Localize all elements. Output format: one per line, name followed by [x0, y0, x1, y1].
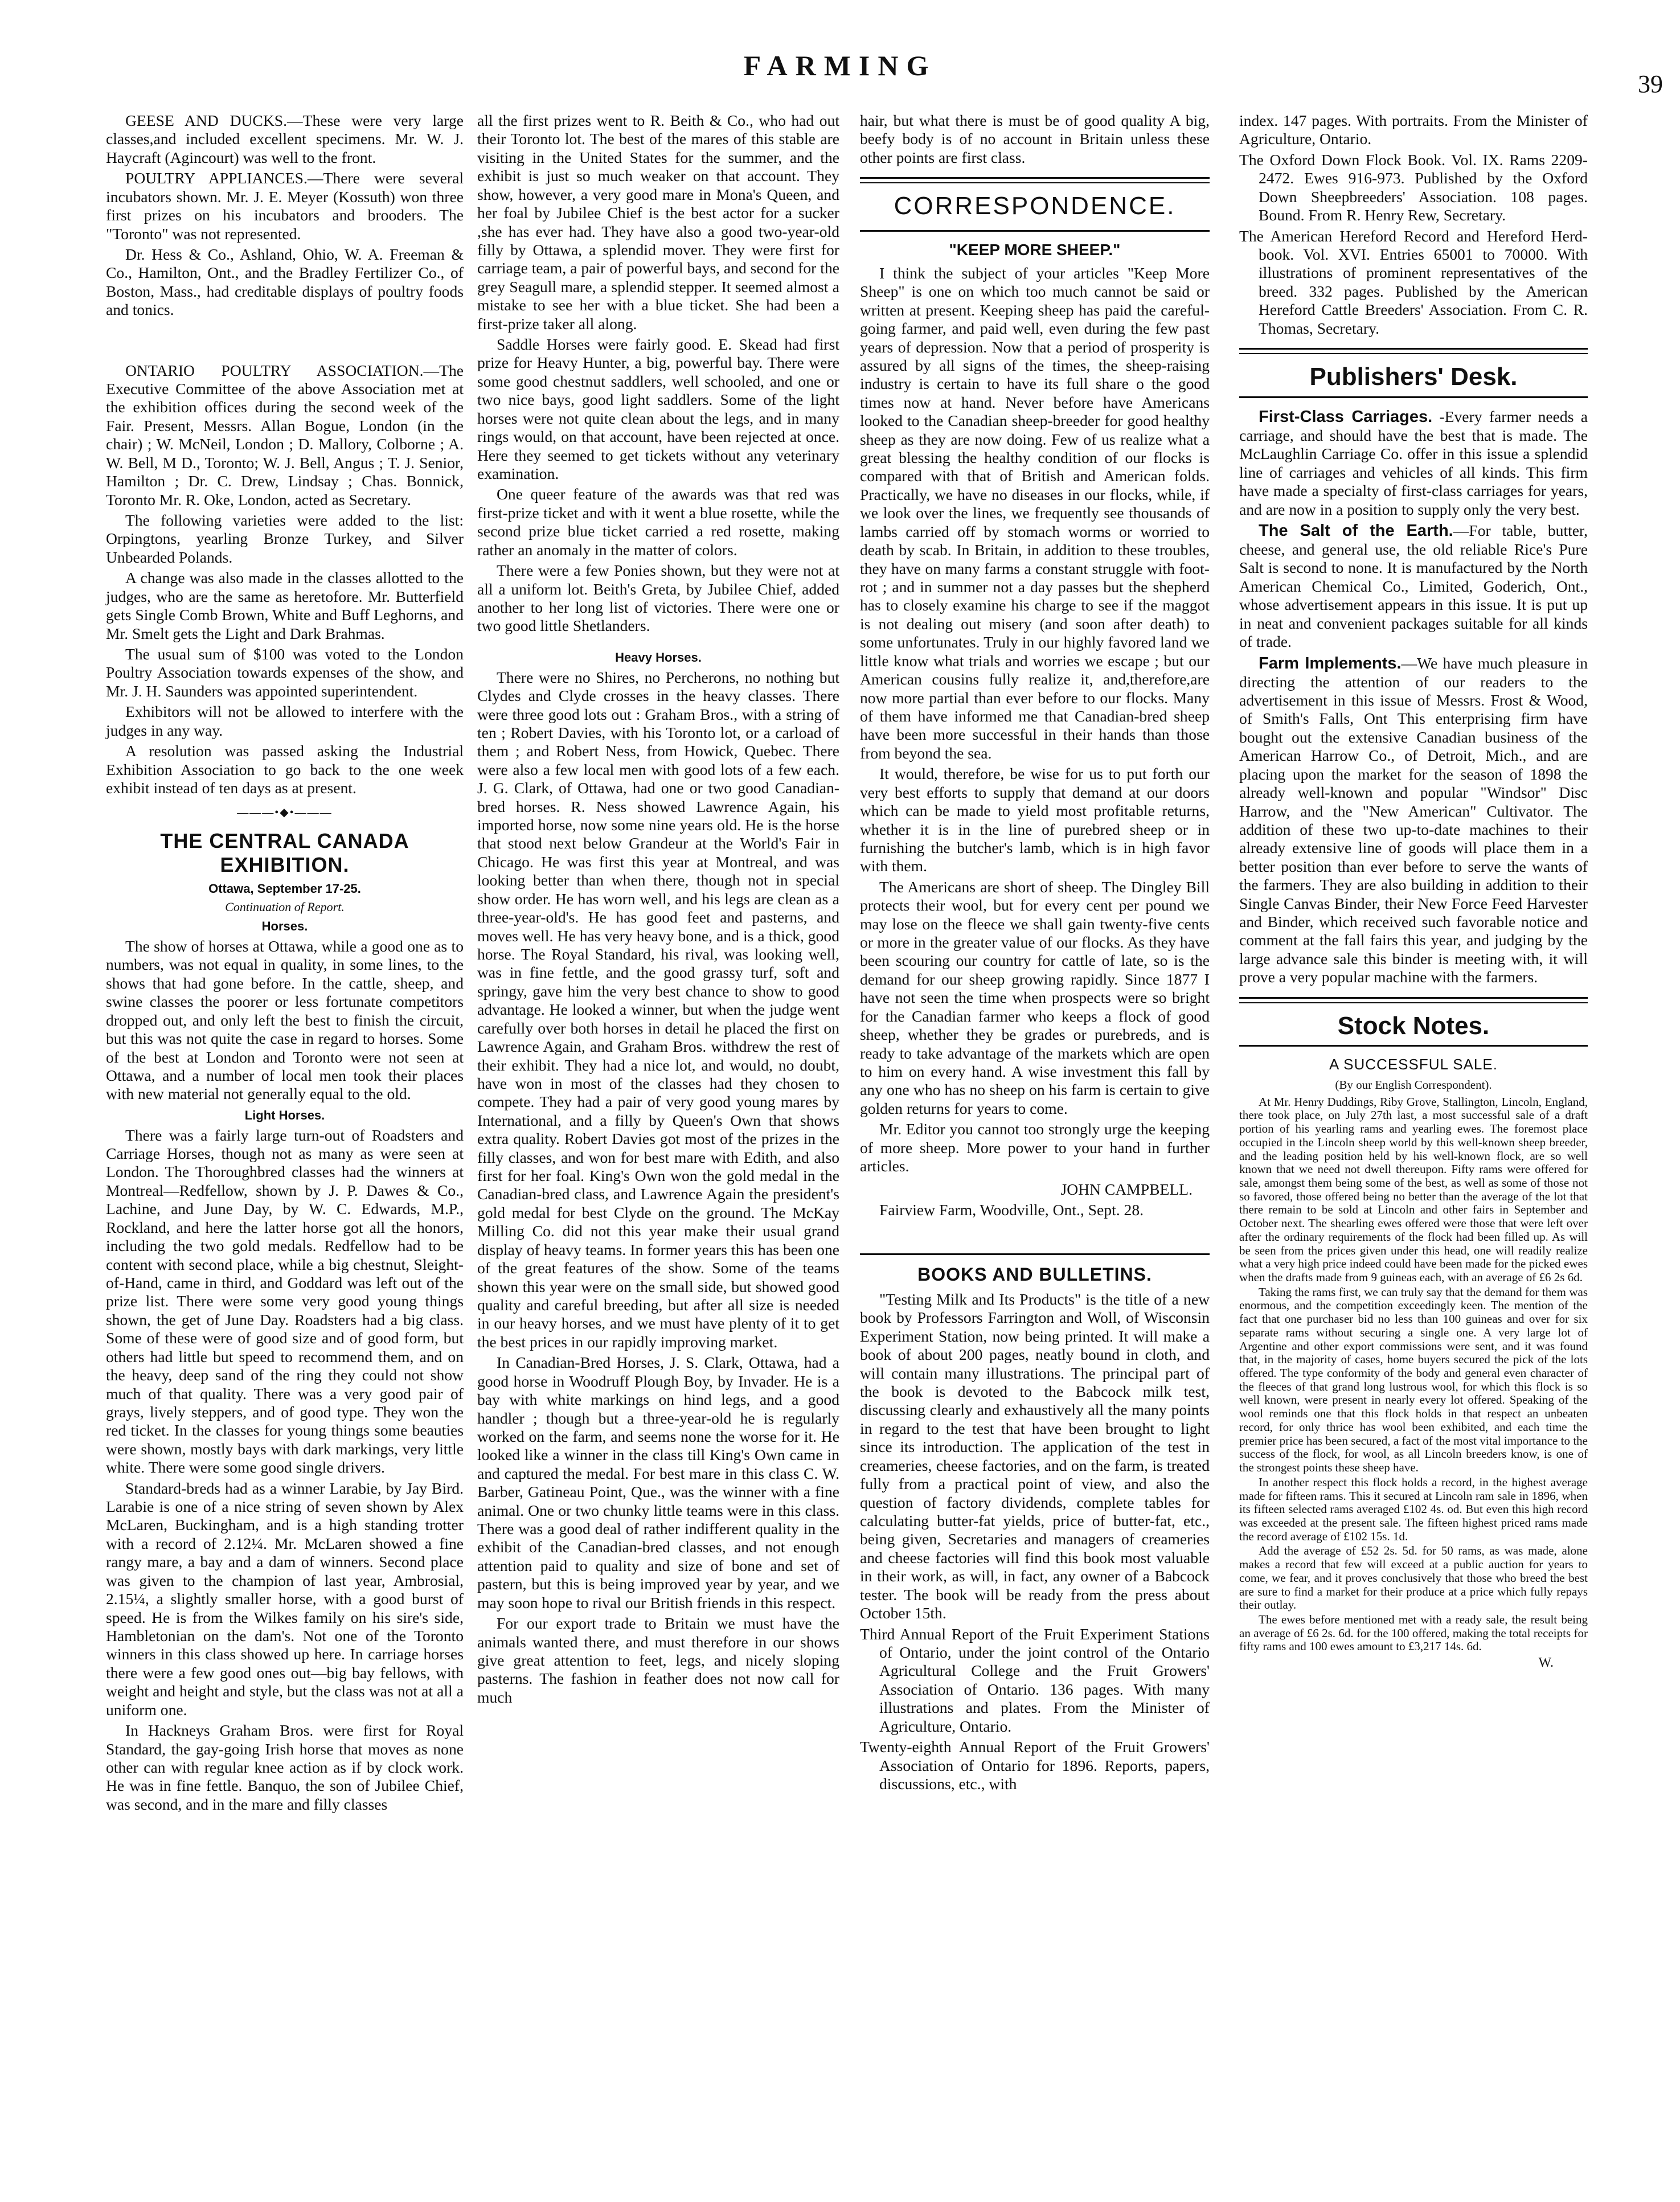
paragraph [1239, 654, 1588, 987]
paragraph: POULTRY APPLIANCES.—There were several incubators shown. Mr. J. E. Meyer (Kossuth) won three first prizes on his incubators and brooders. The "Toronto" was not represented. [106, 169, 464, 243]
subsection-title: Horses. [261, 919, 308, 934]
paragraph: The following varieties were added to the list: Orpingtons, yearling Bronze Turkey, and Silver Unbearded Polands. [106, 511, 464, 566]
paragraph: The show of horses at Ottawa, while a good one as to numbers, was not equal in quality, in some lines, to the shows that had gone before. In the cattle, sheep, and swine classes the poorer or less fortunate competitors dropped out, and only left the best to finish the circuit, but this was not quite the case in regard to horses. Some of the best at London and Toronto were not seen at Ottawa, and a number of local men took their places with new material not generally equal to the old. [106, 937, 464, 1103]
paragraph: In Canadian-Bred Horses, J. S. Clark, Ottawa, had a good horse in Woodruff Plough Boy, by Invader. He is a bay with white markings on hind legs, and a good handler ; though but a three-year-old he is regularly worked on the farm, and seems none the worse for it. He looked like a winner in the class till King's Own came in and captured the medal. For best mare in this class C. W. Barber, Gatineau Point, Que., was the winner with a fine animal. One or two chunky little teams were in this class. There was a good deal of rather indifferent quality in the exhibit of the Canadian-bred classes, and not enough attention paid to quality and size of bone and set of pastern, but this is being improved year by year, and we may soon hope to rival our British friends in this respect. [477, 1354, 839, 1611]
subsection-title: Light Horses. [244, 1108, 325, 1122]
section-title: Publishers' Desk. [1309, 363, 1518, 391]
divider-rule [860, 177, 1210, 183]
paragraph: There were a few Ponies shown, but they were not at all a uniform lot. Beith's Greta, by Jubilee Chief, added another to her long list of victories. There were one or two good little Shetlanders. [477, 561, 839, 635]
paragraph-lead: First-Class Carriages. [1259, 407, 1433, 426]
paragraph: One queer feature of the awards was that red was first-prize ticket and with it went a blue rosette, while the second prize blue ticket carried a red rosette, making rather an anomaly in the matter of colors. [477, 485, 839, 559]
running-head: FARMING [743, 50, 937, 81]
paragraph: ONTARIO POULTRY ASSOCIATION.—The Executive Committee of the above Association met at the exhibition offices during the second week of the Fair. Present, Messrs. Allan Bogue, London (in the chair) ; W. McNeil, London ; D. Mallory, Colborne ; A. W. Bell, M D., Toronto; W. J. Bell, Angus ; T. J. Senior, Hamilton ; Dr. C. Drew, Lindsay ; Chas. Bonnick, Toronto Mr. R. Oke, London, acted as Secretary. [106, 361, 464, 509]
subsection-title: Heavy Horses. [615, 650, 702, 665]
paragraph-body: —For table, butter, cheese, and general use, the old reliable Rice's Pure Salt is second to none. It is manufactured by the North American Chemical Co., Limited, Goderich, Ont., whose advertisement appears in this issue. It is put up in neat and convenient packages suitable for all kinds of trade. [1239, 521, 1588, 651]
paragraph: In another respect this flock holds a record, in the highest average made for fifteen rams. This it secured at Lincoln ram sale in 1896, when its fifteen selected rams averaged £102 4s. od. But even this high record was exceeded at the present sale. The fifteen highest priced rams made the record average of £102 15s. 1d. [1239, 1475, 1588, 1543]
paragraph: At Mr. Henry Duddings, Riby Grove, Stallington, Lincoln, England, there took place, on July 27th last, a most successful sale of a draft portion of his yearling rams and yearling ewes. The foremost place occupied in the Lincoln sheep world by this well-known sheep breeder, and the leading position held by his well-known flock, are so well known that we need not dwell thereupon. Fifty rams were offered for sale, amongst them being some of the best, as well as some of those not so favored, those offered being no better than the average of the lot that there remain to be sold at Lincoln and other fairs in September and October next. The shearling ewes offered were those that were left over after the ordinary requirements of the flock had been filled up. As will be seen from the prices given under this head, one will readily realize what a very high price indeed could have been made for the picked ewes when the drafts made from 9 guineas each, with an average of £6 2s 6d. [1239, 1094, 1588, 1284]
author-initial: W. [1538, 1655, 1554, 1671]
article-title: "KEEP MORE SHEEP." [949, 240, 1121, 259]
column-4 [1239, 112, 1588, 1671]
paragraph: Third Annual Report of the Fruit Experiment Stations of Ontario, under the joint control of the Ontario Agricultural College and the Fruit Growers' Association of Ontario. 136 pages. With many illustrations and plates. From the Minister of Agriculture, Ontario. [860, 1625, 1210, 1735]
ornament-divider: ———•◆•——— [237, 806, 333, 819]
divider-rule [1239, 997, 1588, 1003]
paragraph-lead: Farm Implements. [1259, 654, 1402, 673]
divider-rule [1239, 1045, 1588, 1047]
paragraph: In Hackneys Graham Bros. were first for Royal Standard, the gay-going Irish horse that moves as none other can with regular knee action as if by clock work. He was in fine fettle. Banquo, the son of Jubilee Chief, was second, and in the mare and filly classes [106, 1721, 464, 1813]
paragraph: Mr. Editor you cannot too strongly urge the keeping of more sheep. More power to your hand in further articles. [860, 1120, 1210, 1175]
paragraph: For our export trade to Britain we must have the animals wanted there, and must therefore in our shows give great attention to feet, legs, and nicely sloping pasterns. The fashion in feather does not now call for much [477, 1614, 839, 1706]
paragraph-lead: The Salt of the Earth. [1259, 521, 1453, 540]
paragraph: Taking the rams first, we can truly say that the demand for them was enormous, and the competition exceedingly keen. The mention of the fact that one purchaser bid no less than 100 guineas and over for six separate rams without securing a single one. A very large lot of Argentine and other export commissions were sent, and it was found that, in the majority of cases, home buyers secured the pick of the lots offered. The type conformity of the body and general even character of the fleeces of that grand long lustrous wool, for which this flock is so well known, were present in nearly every lot offered. Speaking of the wool reminds one that this flock holds in that respect an unbeaten record, for only thrice has wool been exhibited, and each time the premier price has been secured, a fact of the most vital importance to the success of the flock, for wool, as all Lincoln breeders know, is one of the strongest points these sheep have. [1239, 1285, 1588, 1475]
divider-rule [860, 1253, 1210, 1255]
small-print-article [1239, 1096, 1588, 1654]
paragraph [1239, 407, 1588, 519]
section-title: BOOKS AND BULLETINS. [917, 1264, 1152, 1285]
paragraph: "Testing Milk and Its Products" is the title of a new book by Professors Farrington and Woll, of Wisconsin Experiment Station, now being printed. It will make a book of about 200 pages, neatly bound in cloth, and will contain many illustrations. The principal part of the book is devoted to the Babcock milk test, discussing clearly and exhaustively all the many points in regard to the test that have been brought to light since its introduction. The application of the test in creameries, cheese factories, and on the farm, is treated fully from a practical point of view, and also the question of factory dividends, complete tables for calculating butter-fat yields, price of butter-fat, etc., being given, Secretaries and managers of creameries and cheese factories will find this book most valuable in their work, as will, in fact, any owner of a Babcock tester. The book will be ready from the press about October 15th. [860, 1290, 1210, 1622]
paragraph: Standard-breds had as a winner Larabie, by Jay Bird. Larabie is one of a nice string of seven shown by Alex McLaren, Buckingham, and is a high standing trotter with a record of 2.12¼. Mr. McLaren showed a fine rangy mare, a bay and a dam of winners. Second place was given to the champion of last year, Ambrosial, 2.15¼, a slightly smaller horse, with a good burst of speed. He is from the Wilkes family on his sire's side, Hambletonian on the dam's. Not one of the Toronto winners in this class showed up here. In carriage horses there were a few good ones out—big bay fellows, with weight and height and style, but the class was not at all a uniform one. [106, 1479, 464, 1719]
divider-rule [1239, 396, 1588, 398]
column-3 [860, 112, 1210, 1795]
dateline: Fairview Farm, Woodville, Ont., Sept. 28. [879, 1200, 1144, 1219]
paragraph: all the first prizes went to R. Beith & Co., who had out their Toronto lot. The best of the mares of this stable are visiting in the United States for the summer, and the exhibit is just so much weaker on that account. They show, however, a very good mare in Mona's Queen, and her foal by Jubilee Chief is the best actor for a sucker ,she has ever had. They have also a good two-year-old filly by Ottawa, a splendid mover. They were first for carriage team, a pair of powerful bays, and second for the grey Seagull mare, a splendid stepper. It seemed almost a mistake to see her with a blue ticket. She had been a first-prize taker all along. [477, 112, 839, 333]
paragraph: Exhibitors will not be allowed to interfere with the judges in any way. [106, 703, 464, 739]
paragraph: GEESE AND DUCKS.—These were very large classes,and included excellent specimens. Mr. W. J. Haycraft (Agincourt) was well to the front. [106, 112, 464, 166]
continuation-note: Continuation of Report. [225, 900, 345, 915]
paragraph: The ewes before mentioned met with a ready sale, the result being an average of £6 2s. 6d. for the 100 offered, making the total receipts for fifty rams and 100 ewes amount to £3,217 14s. 6d. [1239, 1612, 1588, 1654]
paragraph: There was a fairly large turn-out of Roadsters and Carriage Horses, though not as many as were seen at London. The Thoroughbred classes had the winners at Montreal—Redfellow, shown by J. P. Dawes & Co., Lachine, and June Day, by W. C. Edwards, M.P., Rockland, and here the latter horse got all the honors, including the two gold medals. Redfellow had to be content with second place, while a big chestnut, Sleight-of-Hand, came in third, and Goddard was left out of the prize list. There were some very good young things shown, the get of June Day. Roadsters had a big class. Some of these were of good size and of good form, but others had little but speed to recommend them, and on the heavy, deep sand of the ring they could not show much of that quality. There was a very good pair of grays, lively steppers, and of good type. They won the red ticket. In the classes for young things some beauties were shown, mostly bays with dark markings, very little white. There were some good single drivers. [106, 1126, 464, 1477]
article-title: A SUCCESSFUL SALE. [1329, 1056, 1498, 1073]
paragraph: The Oxford Down Flock Book. Vol. IX. Rams 2209-2472. Ewes 916-973. Published by the Oxford Down Sheepbreeders' Association. 108 pages. Bound. From R. Henry Rew, Secretary. [1239, 150, 1588, 224]
divider-rule [860, 230, 1210, 232]
paragraph: It would, therefore, be wise for us to put forth our very best efforts to supply that demand at our doors which can be made to yield most profitable returns, whether it is in the line of purebred sheep or in furnishing the butcher's lamb, which is in high favor with them. [860, 765, 1210, 875]
dateline: Ottawa, September 17-25. [208, 881, 361, 896]
paragraph: I think the subject of your articles "Keep More Sheep" is one on which too much cannot be said or written at present. Keeping sheep has paid the careful-going farmer, and paid well, even during the few past years of depression. Now that a period of prosperity is assured by all signs of the times, the sheep-raising industry is certain to have its full share o the good times now at hand. Never before have Americans looked to the Canadian sheep-breeder for good healthy sheep as they are now doing. Few of us realize what a great blessing the healthy condition of our flocks is compared with that of British and American folds. Practically, we have no diseases in our flocks, while, if we look over the lines, we frequently see thousands of lambs carried off by stomach worms or worried to death by scab. In Britain, in addition to these troubles, they have on many farms a constant struggle with foot-rot ; and in summer not a day passes but the shepherd has to closely examine his charge to see if the maggot is not dealing out misery (and soon after death) to some unfortunates. Truly in our highly favored land we little know what trials and worries we escape ; but our American cousins fully realize it, and,therefore,are now more partial than ever before to our flocks. Many of them have informed me that Canadian-bred sheep have been more successful in their hands than those from beyond the sea. [860, 264, 1210, 762]
divider-rule [1239, 348, 1588, 354]
paragraph [1239, 521, 1588, 651]
paragraph: The American Hereford Record and Hereford Herd-book. Vol. XVI. Entries 65001 to 70000. With illustrations of prominent representatives of the breed. 332 pages. Published by the American Hereford Cattle Breeders' Association. From C. R. Thomas, Secretary. [1239, 227, 1588, 337]
paragraph: Twenty-eighth Annual Report of the Fruit Growers' Association of Ontario for 1896. Reports, papers, discussions, etc., with [860, 1738, 1210, 1793]
paragraph: A resolution was passed asking the Industrial Exhibition Association to go back to the one week exhibit instead of ten days as at present. [106, 742, 464, 797]
paragraph: Saddle Horses were fairly good. E. Skead had first prize for Heavy Hunter, a big, powerful bay. There were some good chestnut saddlers, well schooled, and one or two nice bays, good light saddlers. Some of the light horses were not quite clean about the legs, and in many rings would, on that account, have been rejected at once. Here they seemed to get tickets without any veterinary examination. [477, 335, 839, 483]
paragraph: Dr. Hess & Co., Ashland, Ohio, W. A. Freeman & Co., Hamilton, Ont., and the Bradley Fertilizer Co., of Boston, Mass., had creditable displays of poultry foods and tonics. [106, 245, 464, 319]
column-2 [477, 112, 839, 1709]
paragraph: hair, but what there is must be of good quality A big, beefy body is of no account in Britain unless these other points are first class. [860, 112, 1210, 166]
author-signature: JOHN CAMPBELL. [1060, 1180, 1193, 1198]
paragraph-body: —We have much pleasure in directing the attention of our readers to the advertisement in this issue of Messrs. Frost & Wood, of Smith's Falls, Ont This enterprising firm have bought out the extensive Canadian business of the American Harrow Co., of Detroit, Mich., and are placing upon the market for the season of 1898 the already well-known and popular "Windsor" Disc Harrow, and the "New American" Cultivator. The addition of these two up-to-date machines to their already extensive line of goods will place them in a better position than ever before to serve the wants of the farmers. They are also building in addition to their Single Canvas Binder, their New Force Feed Harvester and Binder, which received such favorable notice and comment at the fall fairs this year, and judging by the large advance sale this binder is meeting with, it will prove a very popular machine with the farmers. [1239, 654, 1588, 986]
byline: (By our English Correspondent). [1335, 1077, 1492, 1092]
page-number: 39 [1638, 70, 1663, 98]
paragraph: index. 147 pages. With portraits. From the Minister of Agriculture, Ontario. [1239, 112, 1588, 148]
paragraph: The usual sum of $100 was voted to the London Poultry Association towards expenses of the show, and Mr. J. H. Saunders was appointed superintendent. [106, 645, 464, 700]
section-title: CORRESPONDENCE. [894, 192, 1176, 220]
section-title: THE CENTRAL CANADA EXHIBITION. [160, 829, 409, 877]
paragraph: There were no Shires, no Percherons, no nothing but Clydes and Clyde crosses in the heavy classes. There were three good lots out : Graham Bros., with a string of ten ; Robert Davies, with his Toronto lot, or a carload of them ; and Robert Ness, from Howick, Quebec. There were also a few local men with good lots of a few each. J. G. Clark, of Ottawa, had one or two good Canadian-bred horses. R. Ness showed Lawrence Again, his imported horse, now some nine years old. He is the horse that stood next below Grandeur at the World's Fair in Chicago. He was first this year at Montreal, and was looking better than when there, though not in special show order. He has worn well, and his legs are clean as a three-year-old's. He has good feet and pasterns, and moves well. He has very heavy bone, and is a thick, good horse. The Royal Standard, his rival, was looking well, was in fine fettle, and the good grassy turf, soft and springy, gave him the very best chance to show to good advantage. He looked a winner, but when the judge went carefully over both horses in detail he placed the first on Lawrence Again, and Graham Bros. withdrew the rest of their exhibit. They had a nice lot, and would, no doubt, have won in most of the classes had they chosen to compete. They had a pair of very good young mares by International, and a filly by Queen's Own that shows extra quality. Robert Davies got most of the prizes in the filly classes, and won for best mare with Edith, and also first for her foal. King's Own won the gold medal in the Canadian-bred class, and Lawrence Again the president's gold medal for best Clyde on the ground. The McKay Milling Co. did not this year make their usual grand display of heavy teams. In former years this has been one of the great features of the show. Some of the teams shown this year were on the small side, but showed good quality and careful breeding, but after all size is needed in our heavy horses, and we must have plenty of it to get the best prices in our rapidly improving market. [477, 668, 839, 1351]
paragraph: A change was also made in the classes allotted to the judges, who are the same as heretofore. Mr. Butterfield gets Single Comb Brown, White and Buff Leghorns, and Mr. Smelt gets the Light and Dark Brahmas. [106, 569, 464, 642]
paragraph-body: -Every farmer needs a carriage, and should have the best that is made. The McLaughlin Carriage Co. offer in this issue a splendid line of carriages and vehicles of all kinds. This firm have made a specialty of first-class carriages for years, and are now in a position to supply only the very best. [1239, 407, 1588, 518]
section-title: Stock Notes. [1337, 1011, 1490, 1040]
column-1 [106, 112, 464, 1816]
paragraph: The Americans are short of sheep. The Dingley Bill protects their wool, but for every cent per pound we may lose on the fleece we shall gain twenty-five cents or more in the greater value of our flocks. As they have been scouring our country for cattle of late, so is the demand for our sheep growing rapidly. Since 1877 I have not seen the time when prospects were so bright for the Canadian farmer who keeps a flock of good sheep, whether they be grades or purebreds, and is ready to take advantage of the markets which are open to him on every hand. A wise investment this fall by any one who has no sheep on his farm is certain to give golden returns for years to come. [860, 877, 1210, 1117]
paragraph: Add the average of £52 2s. 5d. for 50 rams, as was made, alone makes a record that few will exceed at a public auction for years to come, we fear, and it proves conclusively that those who breed the best are sure to find a market for their produce at a price which fully repays their outlay. [1239, 1544, 1588, 1612]
